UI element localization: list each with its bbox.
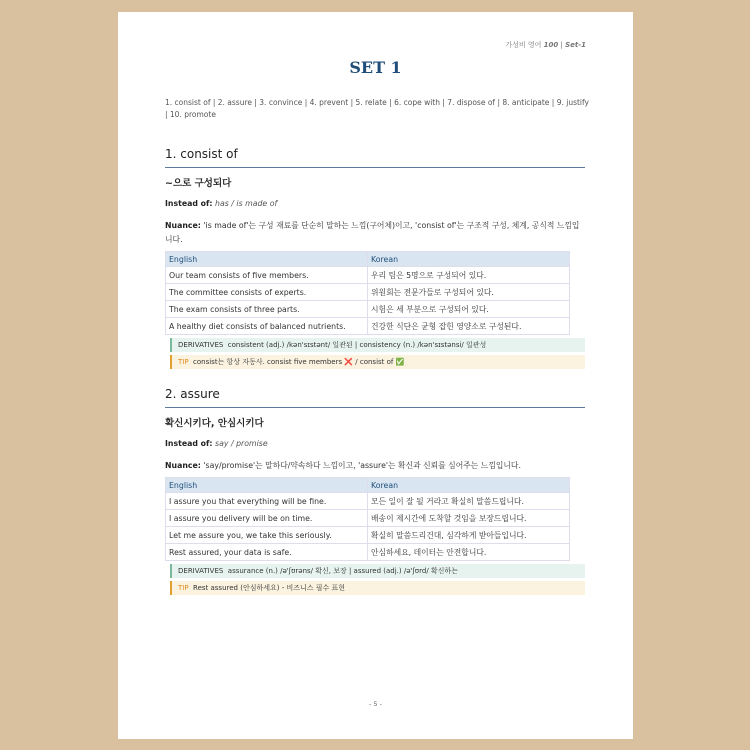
- table-row: Rest assured, your data is safe. 안심하세요, 데이터는 안전합니다.: [166, 544, 570, 561]
- korean-meaning: 확신시키다, 안심시키다: [165, 418, 264, 429]
- table-row: A healthy diet consists of balanced nutrients. 건강한 식단은 균형 잡힌 영양소로 구성된다.: [166, 318, 570, 335]
- page-title: SET 1: [349, 58, 402, 77]
- tip-box: TIP consist는 항상 자동사. consist five members ❌ / consist of ✅: [170, 355, 585, 369]
- table-row: Our team consists of five members. 우리 팀은 5명으로 구성되어 있다.: [166, 267, 570, 284]
- nuance: Nuance: 'is made of'는 구성 재료를 단순히 말하는 느낌(구어체)이고, 'consist of'는 구조적 구성, 체계, 공식적 느낌입니다.: [165, 221, 580, 244]
- instead-of: Instead of: say / promise: [165, 439, 268, 448]
- korean-meaning: ~으로 구성되다: [165, 178, 232, 189]
- table-header: English Korean: [166, 252, 570, 267]
- page-number: - 5 -: [369, 700, 382, 708]
- table-row: The committee consists of experts. 위원회는 전문가들로 구성되어 있다.: [166, 284, 570, 301]
- table-row: I assure you delivery will be on time. 배송이 제시간에 도착할 것임을 보장드립니다.: [166, 510, 570, 527]
- derivatives-box: DERIVATIVES assurance (n.) /ə'ʃʊrəns/ 확신, 보장 | assured (adj.) /ə'ʃʊrd/ 확신하는: [170, 564, 585, 578]
- tip-box: TIP Rest assured (안심하세요) - 비즈니스 필수 표현: [170, 581, 585, 595]
- table-row: I assure you that everything will be fine. 모든 일이 잘 될 거라고 확실히 말씀드립니다.: [166, 493, 570, 510]
- section-heading: 2. assure: [165, 387, 585, 408]
- document-page: [118, 12, 633, 739]
- word-list: 1. consist of | 2. assure | 3. convince | 4. prevent | 5. relate | 6. cope with | 7. dispose of | 8. anticipate | 9. justify | 10. promote: [165, 98, 589, 119]
- instead-of: Instead of: has / is made of: [165, 199, 278, 208]
- example-table: [165, 251, 570, 335]
- running-header: 가성비 영어 100 | Set-1: [505, 41, 586, 49]
- section-assure: [165, 387, 585, 595]
- derivatives-box: DERIVATIVES consistent (adj.) /kən'sɪstənt/ 일관된 | consistency (n.) /kən'sɪstənsi/ 일관성: [170, 338, 585, 352]
- nuance: Nuance: 'say/promise'는 말하다/약속하다 느낌이고, 'assure'는 확신과 신뢰를 심어주는 느낌입니다.: [165, 461, 521, 470]
- example-table: [165, 477, 570, 561]
- table-header: English Korean: [166, 478, 570, 493]
- table-row: The exam consists of three parts. 시험은 세 부분으로 구성되어 있다.: [166, 301, 570, 318]
- section-consist-of: [165, 147, 585, 369]
- section-heading: 1. consist of: [165, 147, 585, 168]
- table-row: Let me assure you, we take this seriously. 확실히 말씀드리건대, 심각하게 받아들입니다.: [166, 527, 570, 544]
